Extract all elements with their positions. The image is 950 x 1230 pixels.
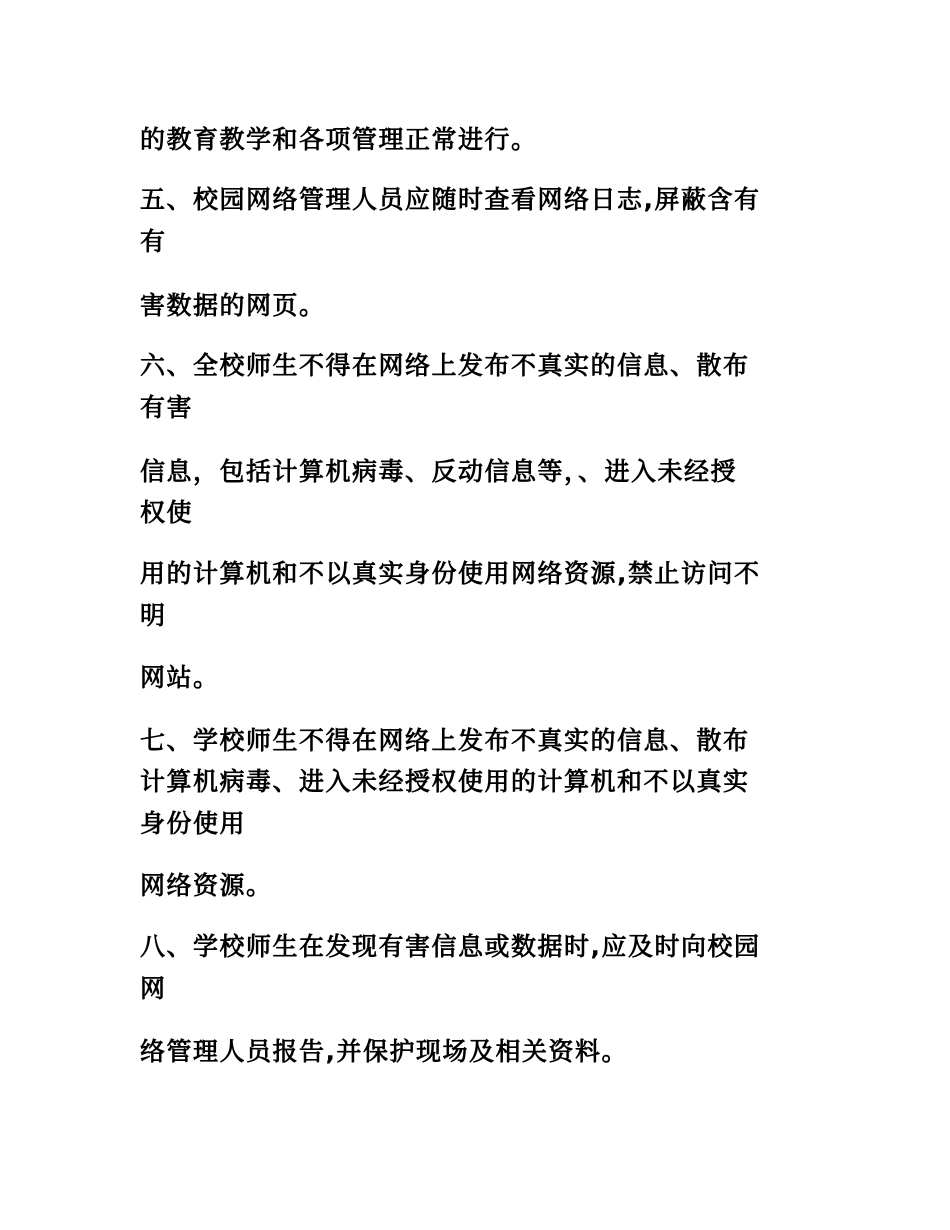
text-line: 身份使用 [140, 809, 247, 838]
text-line: 网 [140, 974, 167, 1003]
text-line: 权使 [140, 498, 194, 527]
text-line: 七、学校师生不得在网络上发布不真实的信息、散布 [140, 726, 750, 755]
text-line: 有 [140, 227, 167, 256]
text-line: 络管理人员报告,并保护现场及相关资料。 [140, 1037, 628, 1066]
text-line: 有害 [140, 393, 194, 422]
text-line: 八、学校师生在发现有害信息或数据时,应及时向校园 [140, 932, 761, 961]
text-line: 害数据的网页。 [140, 291, 326, 320]
text-line: 用的计算机和不以真实身份使用网络资源,禁止访问不 [140, 559, 761, 588]
text-line: 明 [140, 601, 167, 630]
text-line: 六、全校师生不得在网络上发布不真实的信息、散布 [140, 351, 750, 380]
text-line: 网站。 [140, 663, 220, 692]
text-line: 的教育教学和各项管理正常进行。 [140, 125, 538, 154]
text-line: 计算机病毒、进入未经授权使用的计算机和不以真实 [140, 767, 750, 796]
text-line: 五、校园网络管理人员应随时查看网络日志,屏蔽含有 [140, 185, 761, 214]
text-line: 网络资源。 [140, 871, 273, 900]
text-line: 信息，包括计算机病毒、反动信息等，、进入未经授 [140, 457, 738, 486]
